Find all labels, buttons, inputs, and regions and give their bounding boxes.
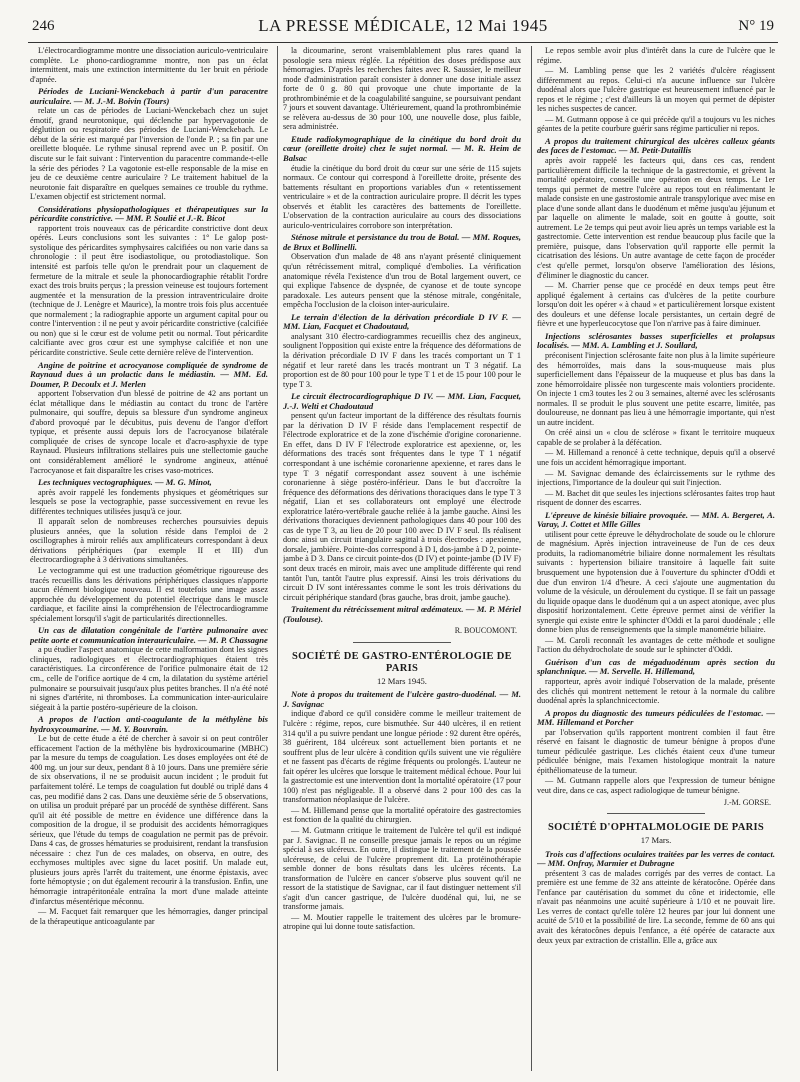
section-title: Le circuit électrocardiographique D IV. — MM. Lian, Facquet, J.-J. Welti et Chadoutaud	[283, 391, 521, 411]
paragraph: Le vectogramme qui est une traduction géométrique rigoureuse des tracés recueillis dans les dérivations périphériques classiques n'apporte aucun élément biologique nouveau. Il est toutefois une image assez approchée du développement du potentiel électrique dans le muscle cardiaque, et facilite ainsi la compréhension de l'électrocardiogramme spécialement lorsqu'il s'agit de particularités directionnelles.	[30, 565, 268, 623]
paragraph: rapporteur, après avoir indiqué l'observation de la malade, présente des clichés qui montrent nettement le retour à la normale du calibre duodénal après la splanchnicectomie.	[537, 677, 775, 706]
paragraph: présentent 3 cas de malades corrigés par des verres de contact. La première est une femme de 32 ans atteinte de kératocône. Opérée dans l'enfance par cautérisation du sommet du cône et iridectomie, elle n'avait pas néanmoins une acuité supérieure à 1/10 et ne pouvait lire. Les verres de contact qu'elle tolère 12 heures par jour lui donnent une acuité de 5/10 et la possibilité de lire. La seconde, femme de 60 ans qui avait des kératocônes depuis l'enfance, a été opérée de cataracte aux deux yeux par extraction de cristallin. Elle a, grâce aux	[537, 868, 775, 945]
section-title: A propos du traitement chirurgical des ulcères calleux géants des faces de l'estomac. — M. Petit-Dutaillis	[537, 135, 775, 156]
column-1	[30, 46, 268, 1076]
paragraph: après avoir rappelé les facteurs qui, dans ces cas, rendent particulièrement difficile la technique de la gastrectomie, et grèvent la mortalité opératoire, conseille une opération en deux temps. Le 1er temps qui permet de mettre l'ulcère au repos tout en réalimentant le malade consiste en une gastrostomie antrale transpylorique avec mise en place d'une sonde allant dans le duodénum et même jusqu'au jéjunum et par laquelle on alimente le malade, soit en goutte à goutte, soit autrement. Le 2e temps qui peut avoir lieu après un temps variable est la gastrectomie. Cette intervention est rendue beaucoup plus facile que la première, puisque, dans l'observation qu'il rapporte elle permit la cicatrisation des lésions. Un autre avantage de cette façon de procéder c'est qu'elle permet, lorsqu'on observe l'amélioration des lésions, d'éliminer le diagnostic du cancer.	[537, 156, 775, 280]
section-title: Le terrain d'élection de la dérivation précordiale D IV F. — MM. Lian, Facquet et Chadoutaud,	[283, 311, 521, 332]
society-title: SOCIÉTÉ DE GASTRO-ENTÉROLOGIE DE PARIS	[292, 650, 512, 674]
paragraph: apportent l'observation d'un blessé de poitrine de 42 ans portant un éclat métallique dans le médiastin au contact du tronc de l'artère pulmonaire, qui souffre, depuis sa blessure d'un syndrome angineux d'abord provoqué par le décubitus, puis devenu de l'angor d'effort typique, et présente aussi depuis lors de l'acrocyanose bilatérale compliquée de crises de syncope locale et d'acro-asphyxie de type Raynaud. Plusieurs infiltrations stellaires puis une stellectomie gauche ont considérablement amélioré le syndrome angineux, atténué l'acrocyanose et fait disparaître les crises vaso-motrices.	[30, 389, 268, 475]
paragraph: analysant 310 électro-cardiogrammes recueillis chez des angineux, soulignent l'opposition qui existe entre la fréquence des déformations de la dérivation précordiale D IV F dans les tracés comportant un T 1 négatif et leur rareté dans les tracés montrant un T 3 négatif. La proportion est de 80 pour 100 pour le type T 1 et de 15 pour 100 pour le type T 3.	[283, 331, 521, 389]
paragraph: — M. Bachet dit que seules les injections sclérosantes faites trop haut risquent de donner des escarres.	[537, 488, 775, 508]
paragraph: indique d'abord ce qu'il considère comme le meilleur traitement de l'ulcère : régime, repos, cure bismuthée. Sur 440 ulcères, il en retient 314 qu'il a pu suivre pendant une longue période : 92 durent être opérés, 38 guérirent, 184 ulcéreux sont actuellement bien portants et ne souffrent plus de leur ulcère à condition qu'ils suivent une vie régulière et ne fassent pas d'écarts de régime fréquents ou prolongés. L'auteur ne fait opérer les ulcères que lorsque le traitement médical échoue. Pour lui la gastrectomie est une intervention dont la mortalité opératoire (17 pour 100) n'est pas négligeable. Il a observé dans 2 pour 100 des cas la transformation néoplasique de l'ulcère.	[283, 709, 521, 805]
section-title: A propos de l'action anti-coagulante de la méthylène bis hydroxycoumarine. — M. Y. Bouvrain.	[30, 714, 268, 734]
paragraph: pensent qu'un facteur important de la différence des résultats fournis par la dérivation D IV F réside dans l'emplacement respectif de l'électrode exploratrice et de la zone d'ischémie d'origine coronarienne. En effet, dans D IV F l'électrode exploratrice est apexienne, or, les déformations des tracés sont fréquentes dans le type T 1 négatif correspondant à une ischémie coronarienne apexienne, et rares dans le type T 3 négatif correspondant assez souvent à une ischémie coronarienne à siège postéro-inférieur. Dans le but d'accroître la fréquence des déformations des dérivations thoraciques dans le type T 3 négatif, Lian et ses collaborateurs ont employé une électrode exploratrice latéro-vertébrale gauche reliée à la jambe gauche. Ainsi les dérivations thoraciques deviennent pathologiques dans 40 pour 100 des cas de type T 3, au lieu de 20 pour 100 avec D IV F seul. Ils réalisent donc ainsi un circuit triangulaire sagittal à trois électrodes : apexienne, dorsale, jambière. Pointe-dos correspond à D I, dos-jambe à D 2, pointe-jambe à D 3. Dans ce circuit pointe-dos (D IV) et pointe-jambe (D IV F) sont deux tracés en miroir, mais avec une amplitude différente qui rend tantôt l'un, tantôt l'autre plus expressif. Ainsi les trois dérivations du circuit D IV sont intéressantes comme le sont les trois dérivations du circuit périphérique standard (bras gauche, bras droit, jambe gauche).	[283, 411, 521, 602]
paragraph: L'électrocardiogramme montre une dissociation auriculo-ventriculaire complète. Le phono-cardiogramme montre, non pas un éclat intermittent, mais une extinction intermittente du 1er bruit en période d'apnée.	[30, 46, 268, 84]
paragraph: — M. Hillemand a renoncé à cette technique, depuis qu'il a observé une fois un accident hémorragique important.	[537, 448, 775, 467]
column-3	[537, 46, 775, 1076]
paragraph: — M. Lambling pense que les 2 variétés d'ulcère réagissent différemment au repos. Celui-ci n'a aucune influence sur l'ulcère duodénal alors que l'ulcère gastrique est heureusement influencé par le repos et le régime ; c'est d'ailleurs là un moyen qui permet de dépister les niches suspectes de cancer.	[537, 66, 775, 114]
issue-number: N° 19	[738, 18, 774, 34]
paragraph: par l'observation qu'ils rapportent montrent combien il faut être réservé en faisant le diagnostic de tumeur bénigne à propos d'une tumeur pédiculée gastrique. Les clichés étaient ceux d'une tumeur pédiculée bénigne, mais l'examen histologique montrait la nature épithéliomateuse de la tumeur.	[537, 727, 775, 775]
journal-title: LA PRESSE MÉDICALE, 12 Mai 1945	[258, 16, 548, 35]
paragraph: — M. Hillemand pense que la mortalité opératoire des gastrectomies est fonction de la qualité du chirurgien.	[283, 805, 521, 825]
section-title: Considérations physiopathologiques et thérapeutiques sur la péricardite constrictive. — MM. P. Soulié et J.-R. Bicot	[30, 203, 268, 224]
section-title: Note à propos du traitement de l'ulcère gastro-duodénal. — M. J. Savignac	[283, 689, 521, 709]
column-divider	[531, 46, 532, 1071]
section-title: Guérison d'un cas de mégaduodénum après section du splanchnique. — M. Servelle. H. Hillemand,	[537, 656, 775, 677]
paragraph: — M. Charrier pense que ce procédé en deux temps peut être appliqué également à certains cas d'ulcères de la petite courbure lorsqu'on doit les opérer « à chaud » et particulièrement lorsque existent des douleurs et une défense locale persistantes, un certain degré de fièvre et une hyperleucocytose que l'on n'arrive pas à faire diminuer.	[537, 281, 775, 329]
paragraph: la dicoumarine, seront vraisemblablement plus rares quand la posologie sera mieux réglée. La répétition des doses prédispose aux hémorragies. D'après les recherches faites avec R. Saussier, le meilleur mode d'administration paraît consister à donner une dose initiale assez forte de 0 g. 80 qui provoque une chute importante de la prothrombinémie et de la coagulabilité sanguine, se poursuivant pendant 7 jours et souvent davantage. Ultérieurement, quand la prothrombinémie se relèvera au-dessus de 30 pour 100, une nouvelle dose, plus faible, sera administrée.	[283, 46, 521, 132]
paragraph: — M. Caroli reconnaît les avantages de cette méthode et souligne l'action du déhydrocholate de soude sur le sphincter d'Oddi.	[537, 635, 775, 655]
signature: J.-M. GORSE.	[723, 797, 771, 807]
paragraph: Le repos semble avoir plus d'intérêt dans la cure de l'ulcère que le régime.	[537, 46, 775, 65]
divider	[607, 813, 705, 814]
paragraph: étudie la cinétique du bord droit du cœur sur une série de 115 sujets normaux. Ce contour qui correspond à l'oreillette droite, présente des battements résultant en proportions variables d'un « retentissement ventriculaire » et de la contraction auriculaire propre. Il décrit les types observés et établit les caractères des battements de l'oreillette. L'observation de la contraction auriculaire au cours des dissociations auriculo-ventriculaires corrobore son interprétation.	[283, 163, 521, 230]
paragraph: — M. Savignac demande des éclaircissements sur le rythme des injections, l'importance de la douleur qui suit l'injection.	[537, 468, 775, 488]
section-title: A propos du diagnostic des tumeurs pédiculées de l'estomac. — MM. Hillemand et Porcher	[537, 707, 775, 728]
paragraph: — M. Gutmann rappelle alors que l'expression de tumeur bénigne veut dire, dans ce cas, aspect radiologique de tumeur bénigne.	[537, 776, 775, 796]
page-header	[28, 14, 778, 43]
paragraph: Le but de cette étude a été de chercher à savoir si on peut contrôler efficacement l'action de la méthylène bis hydroxicoumarine (MBHC) par la mesure du temps de coagulation. Les doses employées ont été de 400 mg. un jour sur deux, pendant 8 à 10 jours. Dans une première série de six observations, il ne se produisit aucun incident ; le produit fut parfaitement toléré. Le temps de coagulation fut doublé ou triplé dans 4 cas, peu modifié dans 2 cas. Dans une deuxième série de 5 observations, on utilisa un produit préparé par un procédé de synthèse différent. Sans qu'il ait été possible de mettre en évidence une différence dans la composition de la drogue, il se produisit des accidents hémorragiques sérieux, que l'étude du temps de coagulation ne permit pas de prévoir. Dans 4 cas, de grosses hématuries se produisirent, rendant la transfusion nécessaire : chez l'un de ces malades, on observa, en outre, des ecchymoses multiples avec signe du lacet positif. Un malade eut, plusieurs jours après l'arrêt du traitement, une énorme épistaxis, avec forte hémoptysie ; on dut également recourir à la transfusion. Enfin, une hémorragie intrapéritonéale entraîna la mort d'une malade atteinte d'infarctus mésentérique méconnu.	[30, 734, 268, 906]
divider	[353, 642, 451, 643]
section-title: Traitement du rétrécissement mitral œdémateux. — M. P. Mériel (Toulouse).	[283, 604, 521, 624]
section-title: Etude radiokymographique de la cinétique du bord droit du cœur (oreillette droite) chez le sujet normal. — M. R. Heim de Balsac	[283, 133, 521, 164]
column-divider	[277, 46, 278, 1071]
section-title: Un cas de dilatation congénitale de l'artère pulmonaire avec petite aorte et communication interauriculaire. — M. P. Chassagne	[30, 625, 268, 645]
paragraph: On créé ainsi un « clou de sclérose » fixant le territoire muqueux capable de se prolaber à la défécation.	[537, 428, 775, 447]
section-title: Périodes de Luciani-Wenckebach à partir d'un paracentre auriculaire. — M. J.-M. Boivin (Tours)	[30, 86, 268, 106]
section-title: Trois cas d'affections oculaires traitées par les verres de contact. — MM. Onfray, Marmier et Dubragne	[537, 848, 775, 869]
paragraph: — M. Facquet fait remarquer que les hémorragies, danger principal de la thérapeutique anticoagulante par	[30, 907, 268, 926]
section-title: Les techniques vectographiques. — M. G. Minot,	[38, 477, 212, 488]
section-title: Angine de poitrine et acrocyanose compliquée de syndrome de Raynaud dues à un prolactic dans le médiastin. — MM. Ed. Doumer, P. Decoulx et J. Merlen	[30, 359, 268, 389]
section-title: Sténose mitrale et persistance du trou de Botal. — MM. Roques, de Brux et Bollinelli.	[283, 232, 521, 252]
society-title: SOCIÉTÉ D'OPHTALMOLOGIE DE PARIS	[547, 822, 765, 834]
paragraph: rapportent trois nouveaux cas de péricardite constrictive dont deux opérés. Leurs conclusions sont les suivantes : 1° Le galop post-systolique des péricardites symphysaires calcifiées ou non varie dans sa chronologie : il peut être isodiastolique, ou protodiastolique. Son intensité est parfois telle qu'on le prendrait pour un claquement de fermeture de la mitrale et seule la phonocardiographie rétablit l'ordre exact des trois bruits perçus ; la pression veineuse est toujours fortement augmentée et la mensuration de la pression intraventriculaire droite (technique de J. Lenègre et Maurice), la montre trois fois plus accentuée que normalement ; la radiographie apporte un argument capital pour ou contre l'intervention : il ne peut y avoir péricardite constrictive (calcifiée ou non) que si le cœur est de volume petit ou normal. Tout péricardite calcifiante avec gros cœur est une symphyse calcifiée et non une péricardite constrictive. Seule cette dernière relève de l'intervention.	[30, 223, 268, 357]
paragraph: — M. Gutmann oppose à ce qui précède qu'il a toujours vu les niches géantes de la petite courbure guérir sans régime particulier ni repos.	[537, 114, 775, 134]
page-number: 246	[32, 18, 55, 34]
column-2	[283, 46, 521, 1076]
paragraph: a pu étudier l'aspect anatomique de cette malformation dont les signes cliniques, radiologiques et électrocardiographiques étaient très caractéristiques. La circonférence de l'orifice pulmonaire était de 12 cm., celle de l'orifice aortique de 4 cm, la dilatation du système artériel pulmonaire se poursuivait jusqu'aux plus petites branches. Il n'a été noté ni signes d'artérite, ni thromboses. La communication inter-auriculaire siégeait à la partie postéro-supérieure de la cloison.	[30, 645, 268, 712]
section-title: L'épreuve de kinésie biliaire provoquée. — MM. A. Bergeret, A. Varay, J. Cottet et Mlle Gilles	[537, 509, 775, 530]
signature: R. BOUCOMONT.	[454, 626, 517, 636]
paragraph: utilisent pour cette épreuve le déhydrocholate de soude ou le chlorure de magnésium. Après injection intraveineuse de l'un de ces deux produits, la radiomanométrie biliaire donne normalement les résultats suivants : hypertension biliaire transitoire à laquelle fait suite brusquement une hypotension due à l'ouverture du sphincter d'Oddi et due d'un environ 1/4 d'heure. A ceci s'ajoute une augmentation du volume de la vésicule, un déroulement du cystique. Il se fait un passage du liquide opaque dans le duodénum qui a un aspect atonique, avec plus dispositif horizontalement. Cette épreuve permet ainsi de vérifier la synergie qui existe entre le sphincter d'Oddi et la paroi duodénale ; elle donne bien plus de renseignements que la simple manométrie biliaire.	[537, 529, 775, 635]
society-date: 17 Mars.	[640, 835, 672, 846]
paragraph: préconisent l'injection sclérosante faite non plus à la limite supérieure des hémorroïdes, mais dans la sous-muqueuse mais plus superficiellement dans l'épaisseur de la muqueuse et plus bas dans la zone hémorroïdaire plissée non turgescente mais volontiers procidente. On injecte 1 cm3 toutes les 2 ou 3 semaines, alterné avec les sclérosants normales. Il se produit le plus souvent une petite escarre, limitée, pas douloureuse, ne donnant pas lieu à une hémorragie importante, qui n'est un autre incident.	[537, 350, 775, 427]
paragraph: Il apparaît selon de nombreuses recherches poursuivies depuis plusieurs années, que la solution réside dans l'emploi de 2 oscillographes à miroir reliés aux amplificateurs correspondant à deux dérivations périphériques (par exemple II et III) d'un électrocardiographe à 3 dérivations simultanées.	[30, 517, 268, 565]
paragraph: — M. Moutier rappelle le traitement des ulcères par le bromure-atropine qui lui donne toute satisfaction.	[283, 912, 521, 932]
paragraph: — M. Gutmann critique le traitement de l'ulcère tel qu'il est indiqué par J. Savignac. Il ne conseille presque jamais le repos ou un régime spécial à ses ulcéreux. En outre, il distingue le traitement de la poussée ulcéreuse, de celui de l'ulcère proprement dit. La protéinothérapie semble donner de bons résultats dans les ulcères récents. La transformation de l'ulcère en cancer s'observe plus souvent qu'il ne ressort de la statistique de Savignac, car il faut distinguer nettement s'il s'agit d'un cancer gastrique, de l'ulcère duodénal qui, lui, ne se transforme jamais.	[283, 826, 521, 912]
section-title: Injections sclérosantes basses superficielles et prolapsus localisés. — MM. A. Lambling et J. Soullard,	[537, 330, 775, 351]
paragraph: relate un cas de périodes de Luciani-Wenckebach chez un sujet émotif, grand neurotonique, qui déclenche par hypervagotonie de déglutition ou respiratoire des périodes de Luciani-Wenckebach. Le début de la série est marqué par l'inversion de l'onde P. ; sa fin par une oreillette bloquée. Le rythme sinusal reprend avec un P. positif. On discute sur le fait suivant : l'intervention du paracentre commande-t-elle la série des périodes ? La vagotonie est-elle responsable de la mise en jeu de ce deuxième centre auriculaire ? Le traitement habituel de la neurotonie fait disparaître en quelques semaines ce trouble du rythme. L'examen objectif est strictement normal.	[30, 106, 268, 202]
paragraph: après avoir rappelé les fondements physiques et géométriques sur lesquels se pose la vectographie, passe successivement en revue les différentes techniques utilisées jusqu'à ce jour.	[30, 487, 268, 516]
society-date: 12 Mars 1945.	[377, 675, 427, 686]
paragraph: Observation d'un malade de 48 ans n'ayant présenté cliniquement qu'un rétrécissement mitral, compliqué d'embolies. La vérification anatomique révéla l'existence d'un trou de Botal largement ouvert, ce qui explique l'absence de dyspnée, de cyanose et de toute syncope paradoxale. Les auteurs pensent que la sténose mitrale, congénitale, empêcha l'occlusion de la cloison inter-auriculaire.	[283, 252, 521, 310]
